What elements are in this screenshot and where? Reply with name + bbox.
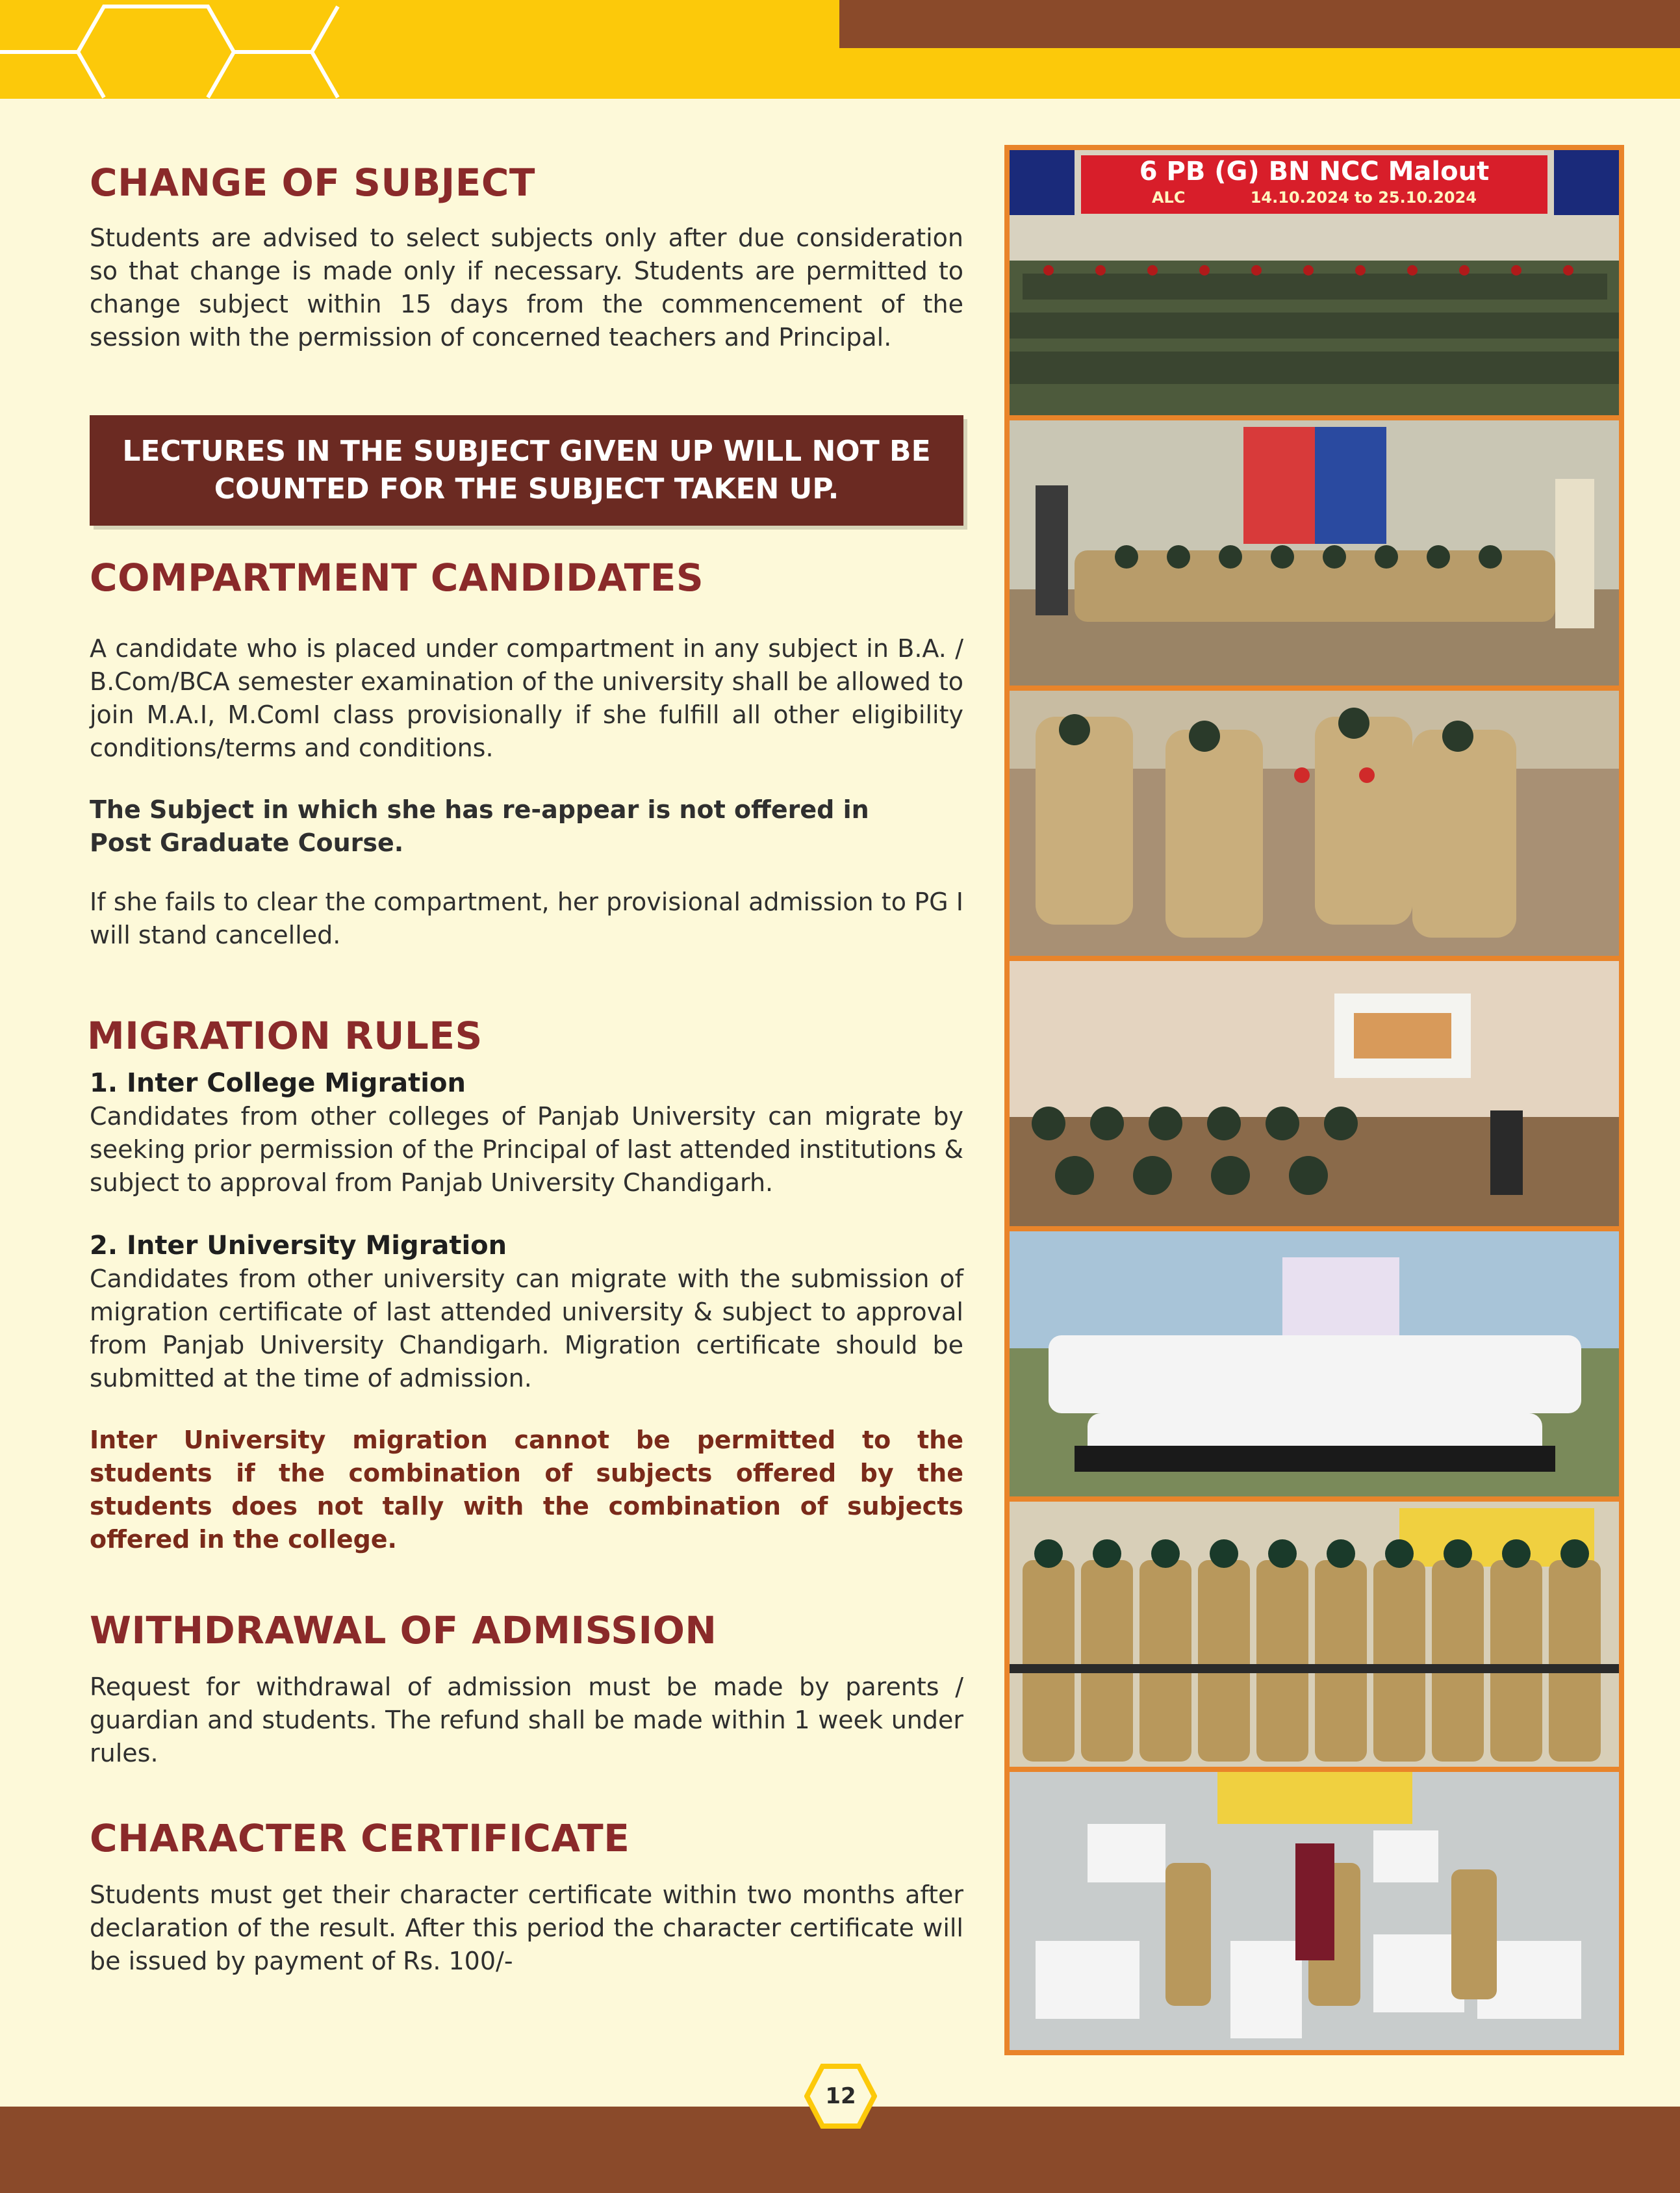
heading-character-certificate: CHARACTER CERTIFICATE xyxy=(90,1816,630,1860)
migration-item-1-body: Candidates from other colleges of Panjab University can migrate by seeking prior permission of the Principal of last attended institutions & subject to approval from Panjab University Chandigarh. xyxy=(90,1102,963,1197)
hexagon-pattern-icon xyxy=(0,0,364,104)
compartment-bold-note-2: Post Graduate Course. xyxy=(90,828,404,857)
lectures-notice-box xyxy=(90,415,963,526)
photo-lecture-hall xyxy=(1010,961,1619,1226)
photo-ncc-cadets-standing xyxy=(1010,1502,1619,1767)
photo-banner xyxy=(1081,155,1547,214)
compartment-bold-note-1: The Subject in which she has re-appear is not offered in xyxy=(90,795,869,824)
heading-change-of-subject: CHANGE OF SUBJECT xyxy=(90,160,535,205)
withdrawal-section xyxy=(90,1608,963,1770)
migration-item-2-body: Candidates from other university can migrate with the submission of migration certificate of last attended university & subject to approval from Panjab University Chandigarh. Migration certificate should be submitted at the time of admission. xyxy=(90,1264,963,1392)
withdrawal-body: Request for withdrawal of admission must be made by parents / guardian and students. The refund shall be made within 1 week under rules. xyxy=(90,1673,963,1767)
compartment-body-2: If she fails to clear the compartment, her provisional admission to PG I will stand cancelled. xyxy=(90,888,963,949)
compartment-section xyxy=(90,556,963,952)
migration-section xyxy=(87,1014,963,1556)
photo-planting-saplings xyxy=(1010,691,1619,956)
compartment-body: A candidate who is placed under compartment in any subject in B.A. / B.Com/BCA semester examination of the university shall be allowed to join M.A.I, M.ComI class provisionally if she fulfill all other eligibility conditions/terms and conditions. xyxy=(90,634,963,762)
page-number: 12 xyxy=(825,2083,856,2109)
photo-banner-title: 6 PB (G) BN NCC Malout xyxy=(1139,157,1490,186)
heading-withdrawal-of-admission: WITHDRAWAL OF ADMISSION xyxy=(90,1608,717,1652)
character-body: Students must get their character certificate within two months after declaration of the result. After this period the character certificate will be issued by payment of Rs. 100/- xyxy=(90,1880,963,1975)
heading-migration-rules: MIGRATION RULES xyxy=(87,1014,483,1058)
photo-ncc-group xyxy=(1010,150,1619,415)
migration-warning: Inter University migration cannot be permitted to the students if the combination of subjects offered by the students does not tally with the combination of subjects offered in the college. xyxy=(90,1426,963,1554)
migration-item-2-title: 2. Inter University Migration xyxy=(90,1231,507,1261)
photo-collage xyxy=(1004,145,1624,2055)
heading-compartment-candidates: COMPARTMENT CANDIDATES xyxy=(90,556,704,600)
change-subject-body: Students are advised to select subjects only after due consideration so that change is made only if necessary. Students are permitted to change subject within 15 days from the commencement of the session with the permission of concerned teachers and Principal. xyxy=(90,224,963,352)
migration-item-1-title: 1. Inter College Migration xyxy=(90,1068,466,1098)
photo-drawing-competition xyxy=(1010,1772,1619,2050)
photo-banner-dates: 14.10.2024 to 25.10.2024 xyxy=(1250,188,1477,207)
photo-banner-alc: ALC xyxy=(1151,188,1186,207)
notice-line-1: LECTURES IN THE SUBJECT GIVEN UP WILL NOT BE xyxy=(122,435,931,468)
photo-banner-subtitle xyxy=(1081,188,1547,207)
main-content xyxy=(90,146,963,354)
header-brown-strip xyxy=(839,0,1680,48)
notice-line-2: COUNTED FOR THE SUBJECT TAKEN UP. xyxy=(214,472,839,506)
photo-plantation-group xyxy=(1010,420,1619,686)
character-section xyxy=(90,1816,963,1978)
photo-yoga-day xyxy=(1010,1231,1619,1496)
